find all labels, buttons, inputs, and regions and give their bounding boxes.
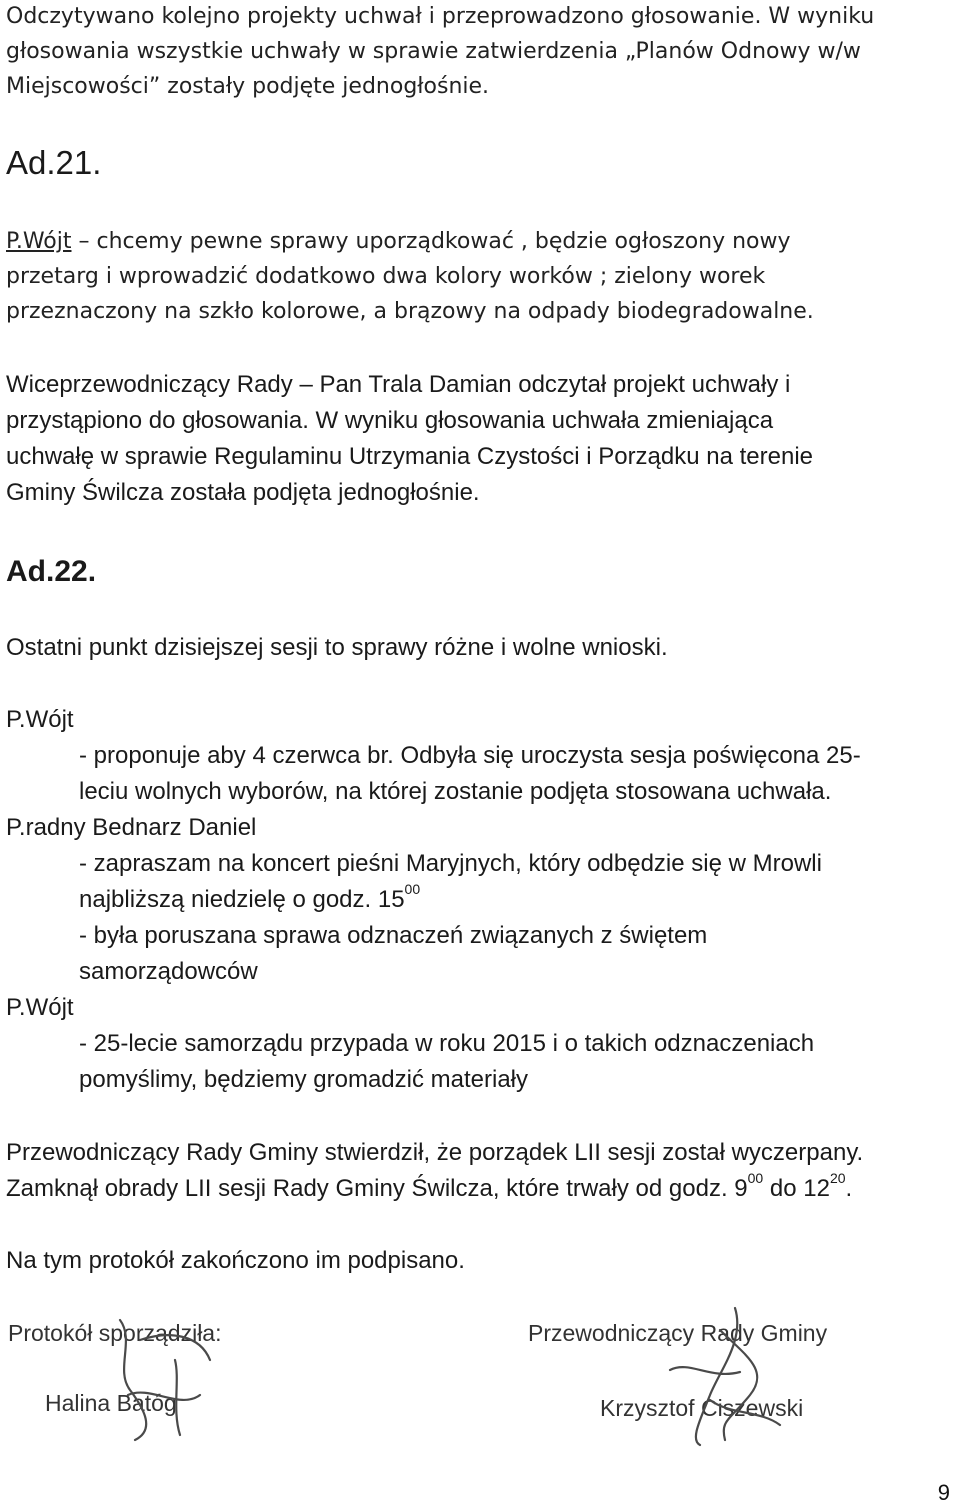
paragraph-line: Miejscowości” zostały podjęte jednogłośnie. bbox=[6, 74, 490, 99]
paragraph-line: przystąpiono do głosowania. W wyniku głosowania uchwała zmieniająca bbox=[6, 407, 774, 434]
page-number: 9 bbox=[937, 1480, 950, 1505]
paragraph-line: samorządowców bbox=[79, 958, 258, 985]
paragraph-line: Na tym protokół zakończono im podpisano. bbox=[6, 1247, 465, 1274]
signer-name-left: Halina Batóg bbox=[45, 1390, 177, 1416]
paragraph-line bbox=[6, 1170, 853, 1204]
handwritten-signature-left bbox=[80, 1300, 240, 1450]
section-heading-ad22: Ad.22. bbox=[6, 555, 97, 588]
speaker-name: P.Wójt bbox=[6, 994, 74, 1021]
paragraph-line: leciu wolnych wyborów, na której zostanie podjęta stosowana uchwała. bbox=[79, 778, 832, 805]
paragraph-line: uchwałę w sprawie Regulaminu Utrzymania Czystości i Porządku na terenie bbox=[6, 443, 814, 470]
handwritten-signature-right bbox=[650, 1300, 810, 1450]
paragraph-line bbox=[79, 881, 421, 915]
paragraph-line: - proponuje aby 4 czerwca br. Odbyła się uroczysta sesja poświęcona 25- bbox=[79, 742, 861, 769]
superscript: 00 bbox=[404, 881, 421, 897]
signature-label-left: Protokół sporządziła: bbox=[8, 1320, 222, 1346]
paragraph-line: Wiceprzewodniczący Rady – Pan Trala Damian odczytał projekt uchwały i bbox=[6, 371, 791, 398]
paragraph-line: przeznaczony na szkło kolorowe, a brązowy na odpady biodegradowalne. bbox=[6, 299, 814, 324]
speaker-name: P.radny Bednarz Daniel bbox=[6, 814, 257, 841]
paragraph-line: głosowania wszystkie uchwały w sprawie zatwierdzenia „Planów Odnowy w/w bbox=[6, 39, 861, 64]
signature-label-right: Przewodniczący Rady Gminy bbox=[528, 1320, 828, 1346]
superscript: 00 bbox=[747, 1170, 764, 1186]
speaker-name: P.Wójt bbox=[6, 229, 72, 254]
paragraph-line: Przewodniczący Rady Gminy stwierdził, że porządek LII sesji został wyczerpany. bbox=[6, 1139, 864, 1166]
paragraph-line: Ostatni punkt dzisiejszej sesji to sprawy różne i wolne wnioski. bbox=[6, 634, 668, 661]
superscript: 20 bbox=[829, 1170, 846, 1186]
speaker-name: P.Wójt bbox=[6, 706, 74, 733]
paragraph-text: – chcemy pewne sprawy uporządkować , będzie ogłoszony nowy bbox=[71, 229, 791, 254]
paragraph-text: do 12 bbox=[763, 1175, 830, 1202]
paragraph-line: Gminy Świlcza została podjęta jednogłośnie. bbox=[6, 479, 480, 506]
paragraph-line: - była poruszana sprawa odznaczeń związanych z świętem bbox=[79, 922, 708, 949]
paragraph-line: przetarg i wprowadzić dodatkowo dwa kolory worków ; zielony worek bbox=[6, 264, 766, 289]
paragraph-text: Zamknął obrady LII sesji Rady Gminy Świlcza, które trwały od godz. 9 bbox=[6, 1175, 748, 1202]
paragraph-line: - 25-lecie samorządu przypada w roku 2015 i o takich odznaczeniach bbox=[79, 1030, 815, 1057]
paragraph-text: . bbox=[845, 1175, 853, 1202]
paragraph-line: Odczytywano kolejno projekty uchwał i przeprowadzono głosowanie. W wyniku bbox=[6, 4, 875, 29]
paragraph-line bbox=[6, 227, 791, 257]
paragraph-text: najbliższą niedzielę o godz. 15 bbox=[79, 886, 405, 913]
signer-name-right: Krzysztof Ciszewski bbox=[600, 1395, 804, 1421]
paragraph-line: - zapraszam na koncert pieśni Maryjnych, który odbędzie się w Mrowli bbox=[79, 850, 822, 877]
section-heading-ad21: Ad.21. bbox=[6, 144, 102, 181]
paragraph-line: pomyślimy, będziemy gromadzić materiały bbox=[79, 1066, 529, 1093]
